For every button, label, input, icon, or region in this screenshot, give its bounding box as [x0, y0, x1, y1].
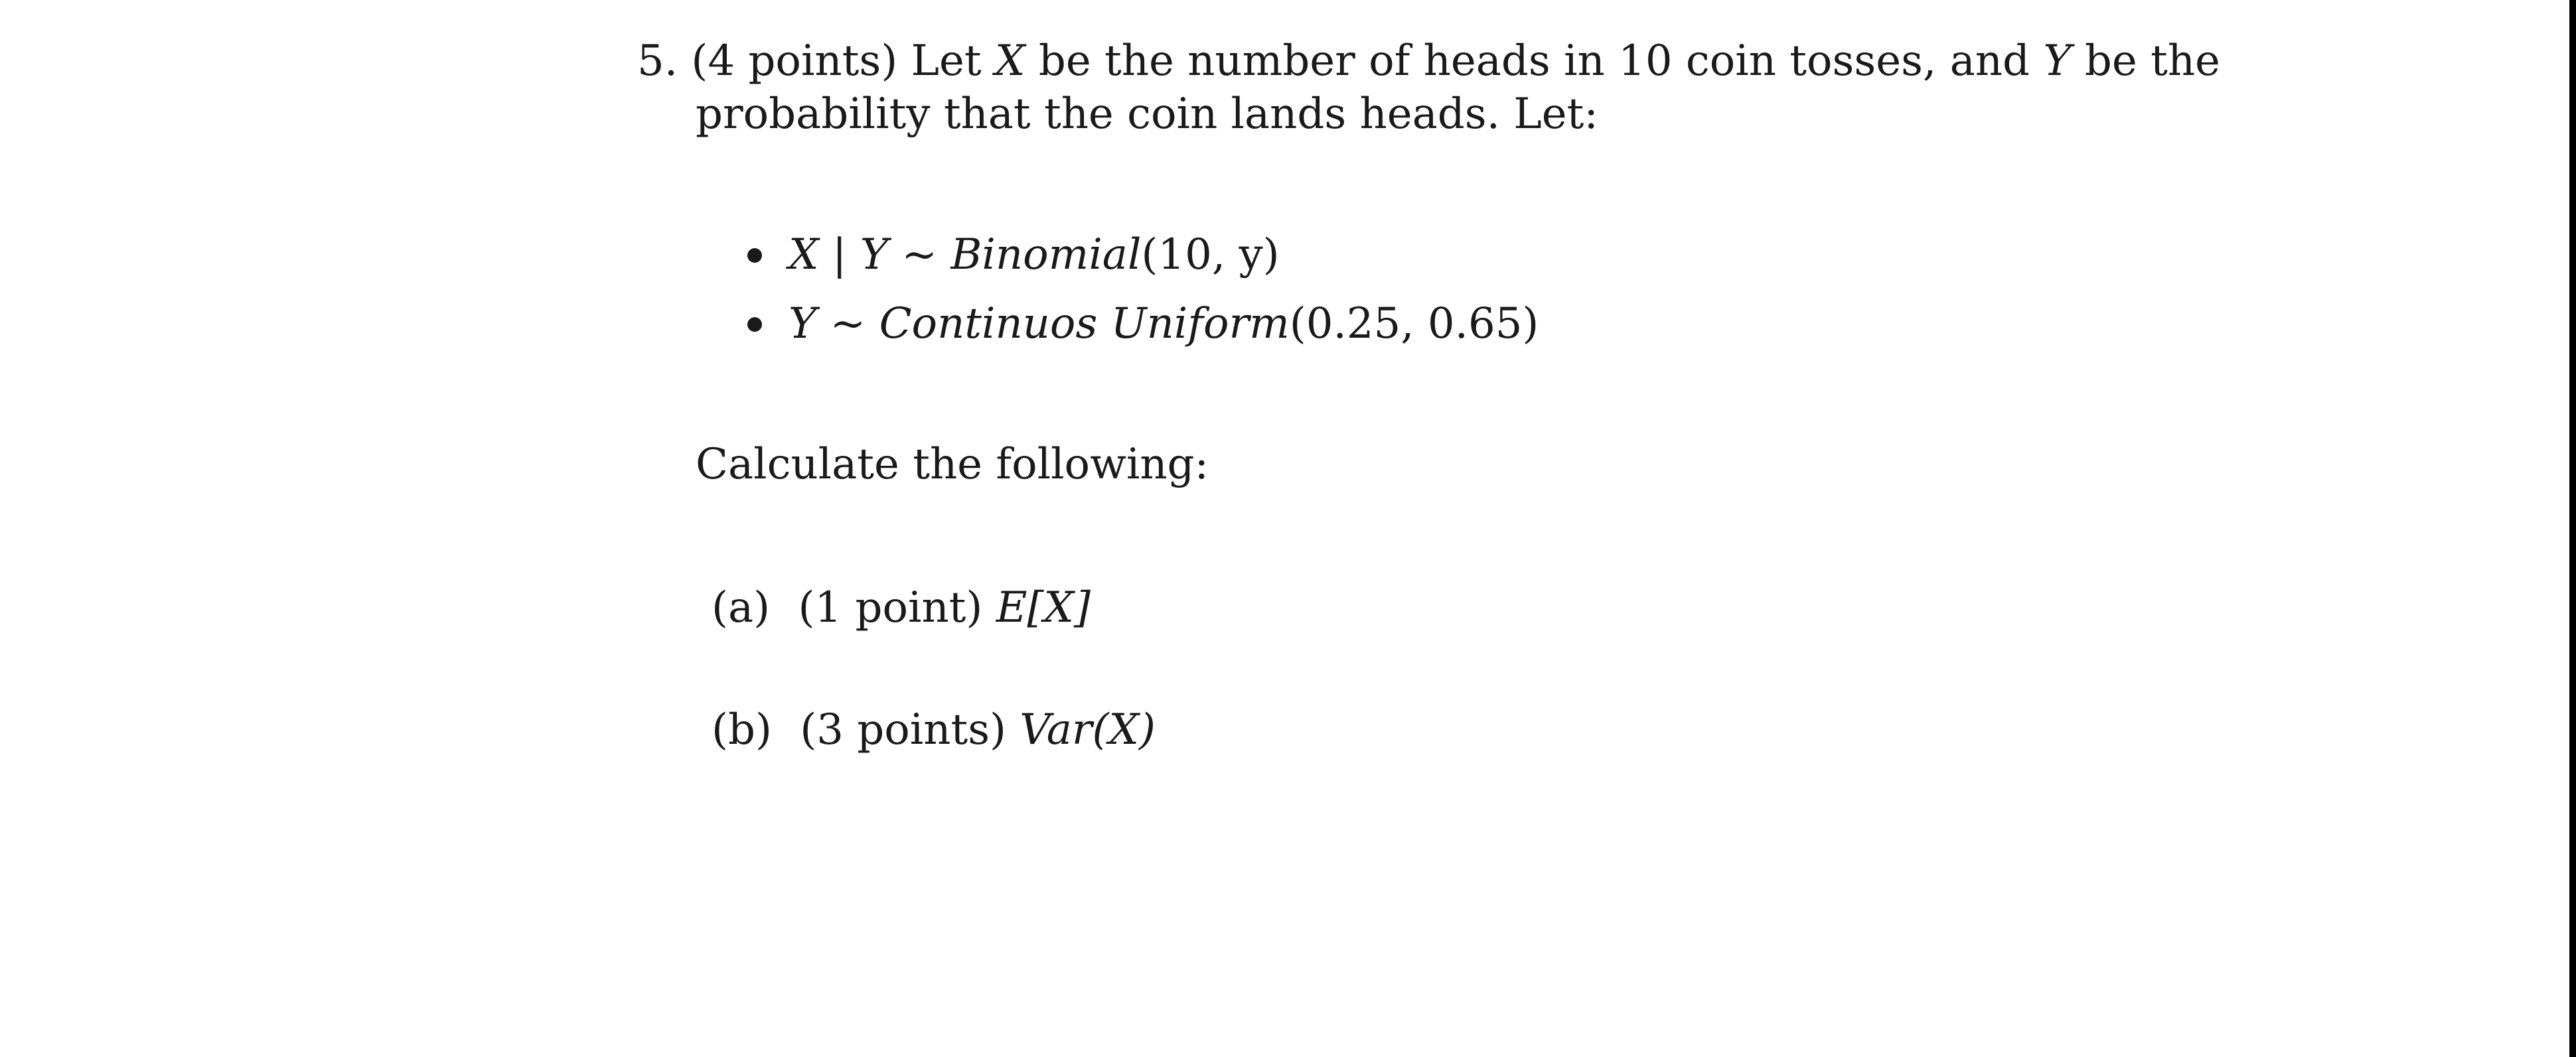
distribution-params: (0.25, 0.65): [1289, 299, 1539, 348]
bullet-icon: [747, 248, 762, 263]
part-points: (3 points): [800, 705, 1006, 754]
problem-statement-line-1: [637, 35, 2220, 88]
problem-number: 5.: [637, 36, 678, 86]
distribution-params: (10, y): [1141, 230, 1280, 279]
part-expression-function: Var: [1020, 705, 1093, 754]
problem-statement-line-2: [696, 88, 1598, 141]
variable-x: X: [994, 36, 1025, 86]
part-a: [712, 581, 1091, 634]
part-expression-argument: [X]: [1027, 583, 1091, 632]
problem-text-let: Let: [911, 36, 982, 86]
variable-y: Y: [2043, 36, 2072, 86]
bullet-lhs: Y: [789, 299, 817, 348]
tilde-symbol: ~: [901, 230, 938, 279]
part-expression-function: E: [996, 583, 1027, 632]
tilde-symbol: ~: [830, 299, 866, 348]
problem-text-end: be the: [2084, 36, 2220, 86]
bullet-item-prior-distribution: [747, 297, 1539, 350]
part-label: (a): [712, 583, 771, 632]
bullet-item-conditional-distribution: [747, 228, 1280, 281]
bullet-icon: [747, 317, 762, 332]
part-label: (b): [712, 705, 772, 754]
window-edge-bar: [2569, 0, 2576, 1057]
problem-text-line-2: probability that the coin lands heads. Let:: [696, 90, 1598, 139]
instruction-label: Calculate the following:: [696, 440, 1209, 489]
part-expression-argument: (X): [1092, 705, 1156, 754]
distribution-name: Continuos Uniform: [879, 299, 1290, 348]
part-points: (1 point): [798, 583, 983, 632]
bullet-lhs: X | Y: [789, 230, 889, 279]
distribution-name: Binomial: [950, 230, 1142, 279]
problem-points: (4 points): [691, 36, 898, 86]
part-b: [712, 703, 1156, 756]
problem-text-middle: be the number of heads in 10 coin tosses, and: [1038, 36, 2030, 86]
instruction-text: [696, 438, 1209, 491]
